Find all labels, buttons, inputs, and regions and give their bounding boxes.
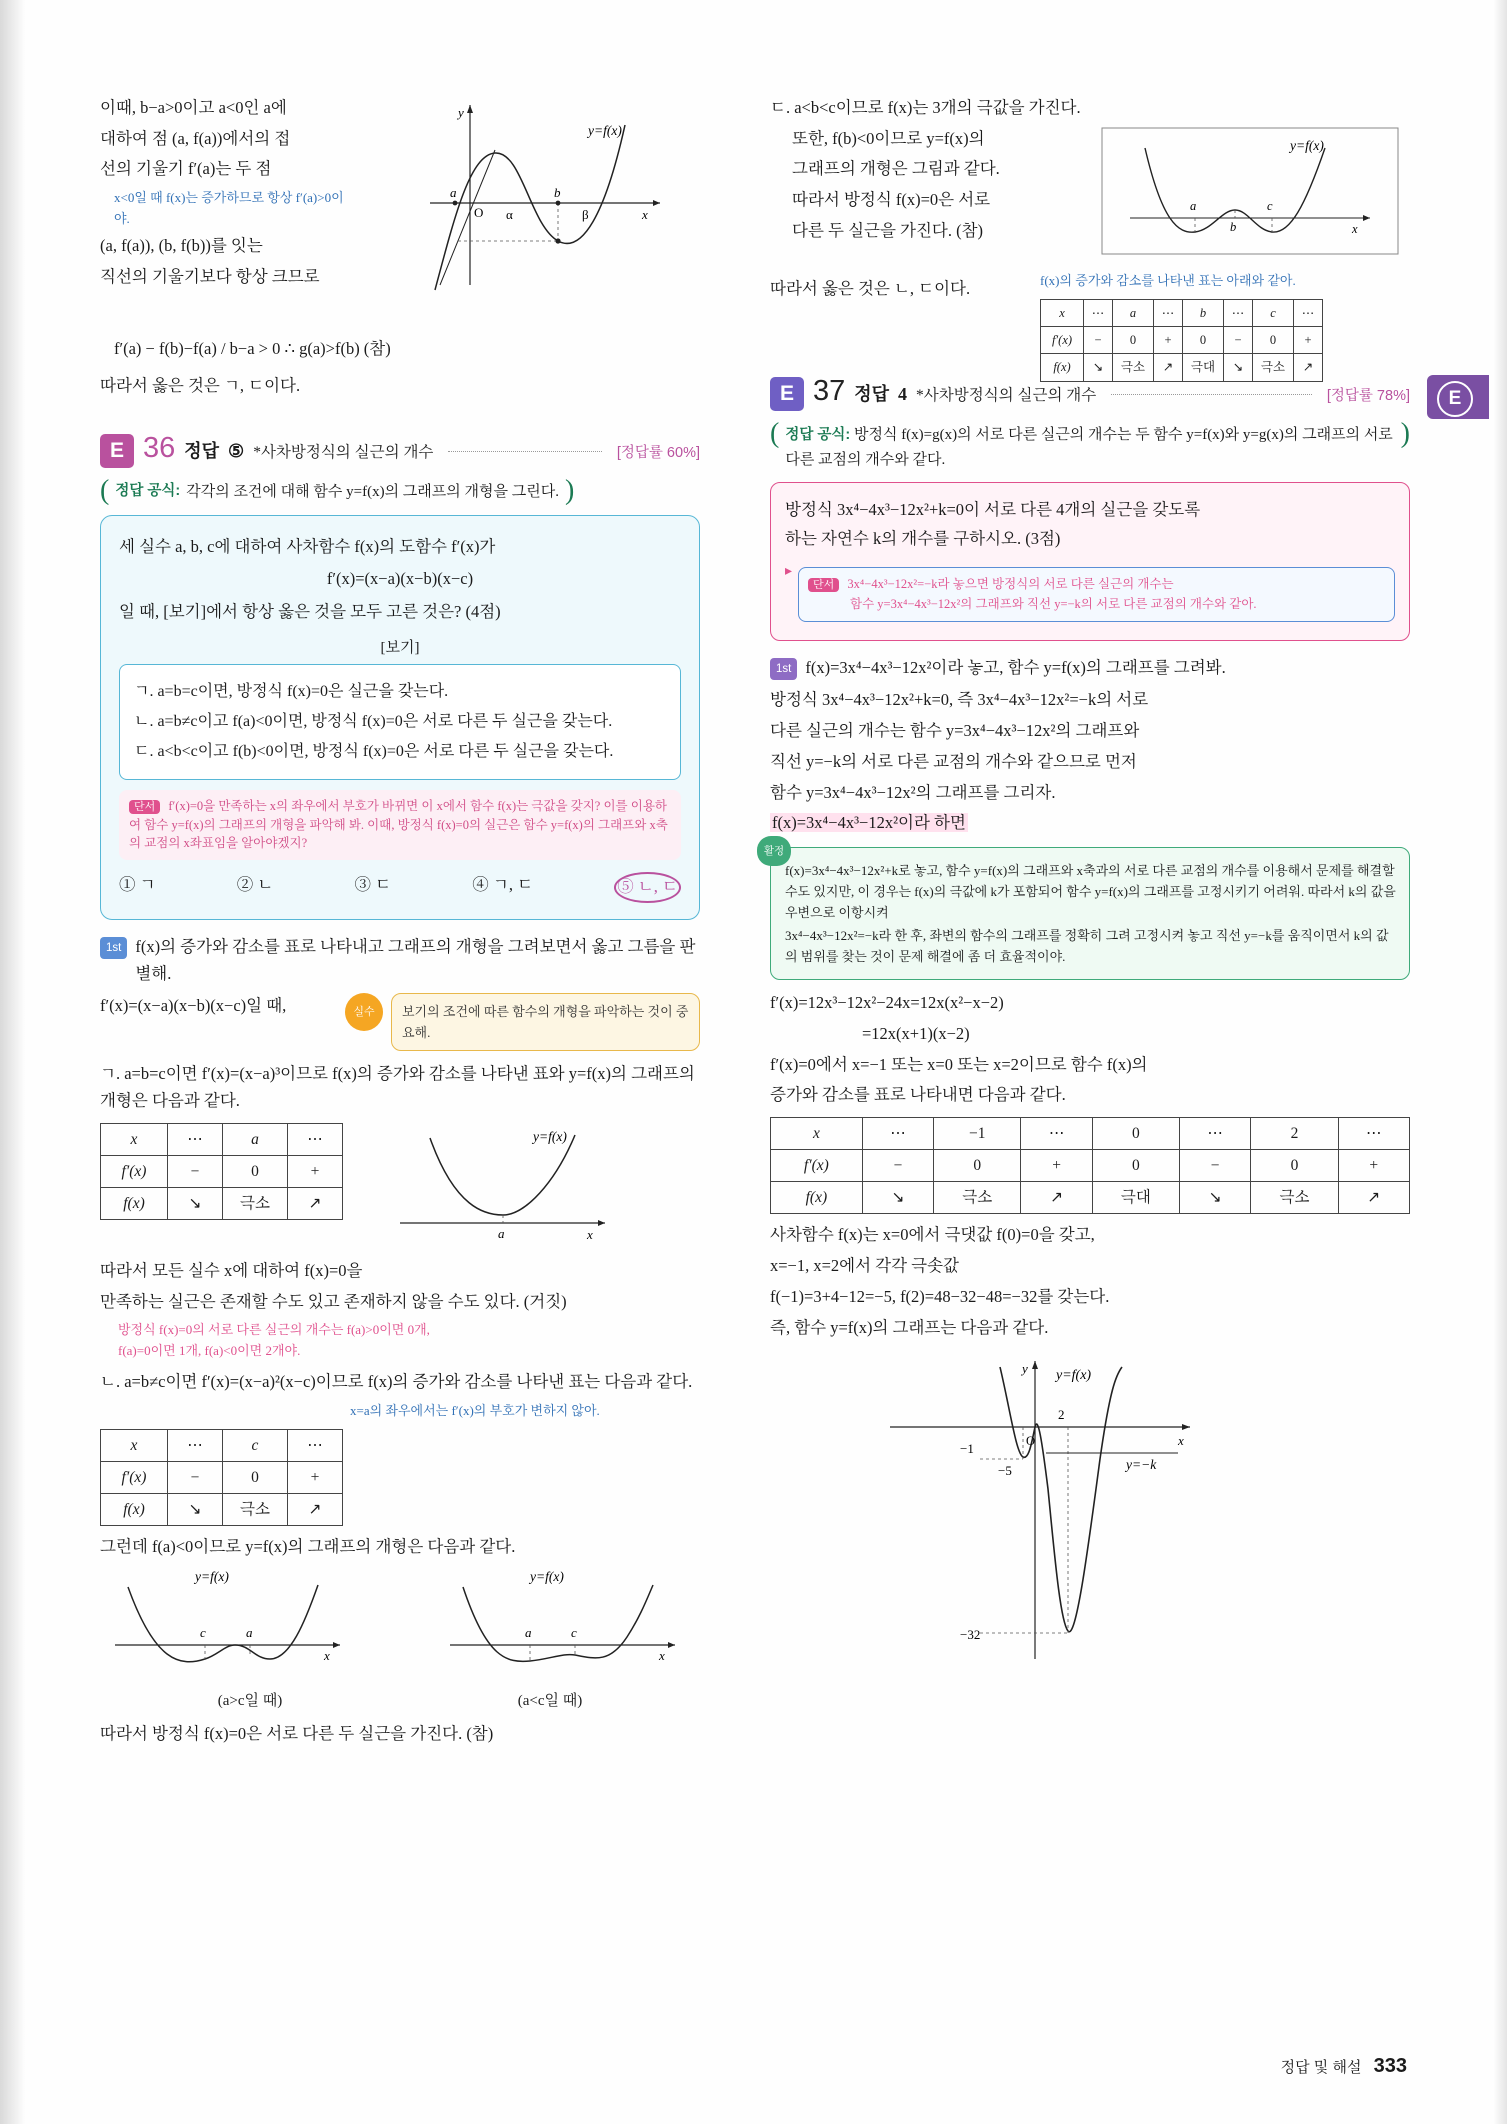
cell: x (1041, 299, 1084, 326)
cell: x (101, 1123, 168, 1155)
intro-conclusion: 따라서 옳은 것은 ㄱ, ㄷ이다. (100, 375, 301, 395)
cell: ⋯ (1294, 299, 1323, 326)
case-d-graph (1100, 126, 1400, 256)
case-n-figures (100, 1567, 700, 1687)
table-row (101, 1430, 343, 1462)
case-d-line-5: 다른 두 실근을 가진다. (참) (792, 220, 984, 240)
cell: ⋯ (1154, 299, 1183, 326)
hint-callout-36 (119, 790, 681, 860)
derivative-line-4: 증가와 감소를 표로 나타내면 다음과 같다. (770, 1085, 1066, 1105)
intro-graph (410, 95, 680, 295)
case-n-graph-right (435, 1567, 700, 1687)
cell: f′(x) (101, 1155, 168, 1187)
formula-body: 각각의 조건에 대해 함수 y=f(x)의 그래프의 개형을 그린다. (186, 484, 559, 501)
svg-text:2: 2 (1058, 1407, 1065, 1423)
answer-label: 정답 (854, 384, 890, 405)
cell: 극소 (1251, 1182, 1338, 1214)
formula-strip-36 (100, 475, 700, 507)
bracket-left: ( (100, 475, 110, 507)
case-g-figure-row (100, 1123, 700, 1258)
correct-rate: [정답률 60%] (616, 445, 700, 462)
extreme-line-1: 사차함수 f(x)는 x=0에서 극댓값 f(0)=0을 갖고, (770, 1225, 1095, 1245)
stem-equation: f′(x)=(x−a)(x−b)(x−c) (326, 569, 474, 589)
problem-number: 36 (143, 432, 176, 465)
choice-5-selected[interactable]: ⑤ ㄴ, ㄷ (614, 872, 681, 903)
correct-rate: [정답률 78%] (1326, 388, 1410, 405)
svg-text:c: c (571, 1625, 577, 1641)
cell: f(x) (101, 1188, 168, 1220)
svg-text:y=f(x): y=f(x) (588, 123, 622, 138)
svg-text:y: y (458, 105, 464, 120)
case-d-table-wrap (1040, 270, 1323, 390)
left-column (100, 95, 700, 1752)
choice-2[interactable]: ② ㄴ (236, 875, 274, 895)
bogi-item-3: ㄷ. a<b<c이고 f(b)<0이면, 방정식 f(x)=0은 서로 다른 두 실근을 갖는다. (134, 742, 614, 760)
case-d-line-1: ㄷ. a<b<c이므로 f(x)는 3개의 극값을 가진다. (770, 98, 1081, 117)
cell: f′(x) (771, 1150, 863, 1182)
cell: ⋯ (288, 1123, 343, 1155)
table-row (771, 1182, 1410, 1214)
cell: a (1113, 299, 1154, 326)
stem-line-2: 하는 자연수 k의 개수를 구하시오. (3점) (785, 528, 1061, 548)
table-row (101, 1494, 343, 1526)
case-g-graph (375, 1123, 625, 1253)
svg-text:a: a (450, 185, 457, 200)
cell: 극소 (223, 1494, 288, 1526)
case-n-graph-left (100, 1567, 365, 1687)
insight-line-1: f(x)=3x⁴−4x³−12x²+k로 놓고, 함수 y=f(x)의 그래프와 x축과의 서로 다른 교점의 개수를 이용해서 문제를 해결할 수도 있지만, 이 경우는 f(x)의 극값에 k가 포함되어 함수 y=f(x)의 그래프를 고정시키기 어려워. 따라서 k의 값을 우변으로 이항시켜 (785, 863, 1396, 921)
dot-leader (448, 451, 601, 452)
bracket-left: ( (770, 418, 780, 450)
table-row (101, 1123, 343, 1155)
svg-text:y=f(x): y=f(x) (1290, 137, 1324, 153)
cell: − (168, 1462, 223, 1494)
table-row (101, 1155, 343, 1187)
sol37-line-5 (770, 810, 1410, 837)
right-column (763, 95, 1410, 1679)
case-d-table (1040, 299, 1323, 382)
cell: −1 (934, 1118, 1021, 1150)
quartic-graph (860, 1349, 1280, 1679)
cell: f(x) (101, 1494, 168, 1526)
cell: c (223, 1430, 288, 1462)
cell: + (288, 1155, 343, 1187)
cell: ↘ (862, 1182, 933, 1214)
cell: 0 (223, 1462, 288, 1494)
bracket-right: ) (564, 475, 575, 507)
table-row (771, 1150, 1410, 1182)
intro-note: x<0일 때 f(x)는 증가하므로 항상 f′(a)>0이야. (114, 190, 344, 227)
svg-text:c: c (1267, 198, 1273, 213)
cell: 0 (934, 1150, 1021, 1182)
sol37-line-5-text: f(x)=3x⁴−4x³−12x²이라 하면 (772, 813, 966, 833)
cell: + (1154, 327, 1183, 354)
case-g-text: ㄱ. a=b=c이면 f′(x)=(x−a)³이므로 f(x)의 증가와 감소를 나타낸 표와 y=f(x)의 그래프의 개형은 다음과 같다. (100, 1064, 695, 1111)
sol37-line-4: 함수 y=3x⁴−4x³−12x²의 그래프를 그리자. (770, 782, 1056, 802)
cell: ↘ (168, 1188, 223, 1220)
extreme-line-3: f(−1)=3+4−12=−5, f(2)=48−32−48=−32를 갖는다. (770, 1286, 1110, 1306)
cell: 0 (1113, 327, 1154, 354)
case-d-conclusion-row (770, 272, 1410, 375)
footer-label: 정답 및 해설 (1280, 2058, 1362, 2076)
svg-text:−1: −1 (960, 1441, 974, 1457)
cell: 극소 (223, 1188, 288, 1220)
intro-line-4: (a, f(a)), (b, f(b))를 잇는 (100, 236, 263, 256)
cell: ⋯ (1084, 299, 1113, 326)
cell: ↗ (1294, 354, 1323, 381)
hint-line-1: 3x⁴−4x³−12x²=−k라 놓으면 방정식의 서로 다른 실근의 개수는 (847, 576, 1174, 591)
insight-badge: 활정 (757, 836, 791, 866)
answer-value: ⑤ (228, 441, 245, 462)
cell: 극대 (1183, 354, 1224, 381)
case-d-conclusion: 따라서 옳은 것은 ㄴ, ㄷ이다. (770, 278, 971, 298)
cell: − (862, 1150, 933, 1182)
cell: f(x) (771, 1182, 863, 1214)
pink-note-1: 방정식 f(x)=0의 서로 다른 실근의 개수는 f(a)>0이면 0개, f(a)=0이면 1개, f(a)<0이면 2개야. (118, 1322, 430, 1359)
table-row (1041, 299, 1323, 326)
sol37-line-3: 직선 y=−k의 서로 다른 교점의 개수와 같으므로 먼저 (770, 751, 1137, 771)
insight-line-2: 3x⁴−4x³−12x²=−k라 한 후, 좌변의 함수의 그래프를 정확히 그려 고정시켜 놓고 직선 y=−k를 움직이면서 k의 값의 범위를 찾는 것이 문제 해결에 좀 더 효율적이야. (785, 928, 1389, 965)
cell: 2 (1251, 1118, 1338, 1150)
cell: 0 (1253, 327, 1294, 354)
sol37-line-1: 방정식 3x⁴−4x³−12x²+k=0, 즉 3x⁴−4x³−12x²=−k의 서로 (770, 690, 1149, 710)
mistake-text: 보기의 조건에 따른 함수의 개형을 파악하는 것이 중요해. (391, 993, 700, 1051)
svg-text:x: x (642, 207, 648, 222)
cell: x (771, 1118, 863, 1150)
increase-decrease-table-1 (100, 1123, 343, 1220)
cell: 0 (1092, 1118, 1179, 1150)
choice-1[interactable]: ① ㄱ (119, 875, 156, 895)
hint-callout-37 (785, 561, 1395, 628)
case-d-line-4: 따라서 방정식 f(x)=0은 서로 (792, 190, 991, 210)
intro-line-3: 선의 기울기 f′(a)는 두 점 (100, 159, 272, 179)
cell: ↗ (1338, 1182, 1409, 1214)
insight-box (763, 844, 1410, 980)
cell: ⋯ (1224, 299, 1253, 326)
step-text: f(x)=3x⁴−4x³−12x²이라 놓고, 함수 y=f(x)의 그래프를 그려봐. (805, 657, 1226, 677)
answer-value: 4 (898, 384, 908, 405)
extreme-line-2: x=−1, x=2에서 각각 극솟값 (770, 1256, 959, 1276)
svg-text:O: O (474, 205, 484, 220)
solution-eq-1: f′(x)=(x−a)(x−b)(x−c)일 때, (100, 996, 287, 1016)
cell: f′(x) (1041, 327, 1084, 354)
case-d-line-2: 또한, f(b)<0이므로 y=f(x)의 (792, 128, 985, 148)
svg-text:x: x (1352, 221, 1358, 236)
arrow-icon: ▸ (785, 563, 793, 579)
svg-text:y=f(x): y=f(x) (533, 1128, 567, 1144)
cell: f(x) (1041, 354, 1084, 381)
derivative-line-3: f′(x)=0에서 x=−1 또는 x=0 또는 x=2이므로 함수 f(x)의 (770, 1054, 1148, 1074)
bogi-item-2: ㄴ. a=b≠c이고 f(a)<0이면, 방정식 f(x)=0은 서로 다른 두 실근을 갖는다. (134, 713, 613, 731)
svg-text:a: a (246, 1625, 253, 1641)
cell: 0 (223, 1155, 288, 1187)
intro-block (100, 95, 700, 330)
table-row (101, 1188, 343, 1220)
page-footer (1281, 2050, 1407, 2082)
derivative-line-2: =12x(x+1)(x−2) (862, 1023, 970, 1043)
increase-decrease-table-37 (770, 1117, 1410, 1214)
section-tab-e (1427, 375, 1489, 419)
cell: 0 (1092, 1150, 1179, 1182)
solution-step-36 (100, 934, 700, 987)
cell: ↘ (1224, 354, 1253, 381)
table-row (1041, 327, 1323, 354)
cell: ↘ (168, 1494, 223, 1526)
formula-37 (785, 423, 1394, 472)
sol37-line-2: 다른 실근의 개수는 함수 y=3x⁴−4x³−12x²의 그래프와 (770, 721, 1140, 741)
bogi-title: [보기] (380, 639, 420, 656)
cell: ↗ (1021, 1182, 1092, 1214)
svg-text:a: a (498, 1225, 505, 1241)
derivative-line-1: f′(x)=12x³−12x²−24x=12x(x²−x−2) (770, 993, 1004, 1013)
case-d-line-3: 그래프의 개형은 그림과 같다. (792, 159, 1000, 179)
svg-text:b: b (1230, 219, 1237, 234)
svg-text:x: x (587, 1226, 593, 1242)
svg-text:β: β (582, 207, 589, 222)
cell: f′(x) (101, 1462, 168, 1494)
svg-text:x: x (659, 1648, 665, 1664)
blue-note-1 (350, 1400, 700, 1421)
mistake-icon: 실수 (345, 993, 383, 1031)
cell: + (1338, 1150, 1409, 1182)
svg-text:a: a (1190, 198, 1197, 213)
svg-text:a: a (525, 1625, 532, 1641)
cell: 극대 (1092, 1182, 1179, 1214)
svg-text:y=f(x): y=f(x) (530, 1569, 564, 1585)
formula-label: 정답 공식: (115, 483, 181, 500)
intro-line-2: 대하여 점 (a, f(a))에서의 접 (100, 128, 291, 148)
after-table-1-a: 따라서 모든 실수 x에 대하여 f(x)=0을 (100, 1260, 363, 1280)
cell: ⋯ (862, 1118, 933, 1150)
cell: b (1183, 299, 1224, 326)
mistake-callout (100, 993, 700, 1051)
step-badge: 1st (770, 658, 797, 681)
problem-36-header (100, 425, 700, 472)
cell: 극소 (1113, 354, 1154, 381)
answer-choices (119, 872, 681, 903)
cell: ↘ (1179, 1182, 1250, 1214)
figure-caption-1: (a>c일 때) (217, 1693, 283, 1710)
cell: ⋯ (1179, 1118, 1250, 1150)
choice-3[interactable]: ③ ㄷ (354, 875, 392, 895)
svg-text:−5: −5 (998, 1463, 1012, 1479)
stem-line-2: 일 때, [보기]에서 항상 옳은 것을 모두 고른 것은? (4점) (119, 602, 501, 622)
table-row (771, 1118, 1410, 1150)
table-row (101, 1462, 343, 1494)
intro-line-1: 이때, b−a>0이고 a<0인 a에 (100, 98, 287, 117)
case-d-table-note: f(x)의 증가와 감소를 나타낸 표는 아래와 같아. (1040, 272, 1296, 288)
case-n-conclusion: 따라서 방정식 f(x)=0은 서로 다른 두 실근을 가진다. (참) (100, 1724, 494, 1744)
cell: ⋯ (168, 1430, 223, 1462)
bogi-item-1: ㄱ. a=b=c이면, 방정식 f(x)=0은 실근을 갖는다. (134, 683, 449, 701)
increase-decrease-table-2 (100, 1429, 343, 1526)
cell: + (1294, 327, 1323, 354)
formula-strip-37 (770, 418, 1410, 472)
dot-leader (1111, 394, 1312, 395)
cell: 0 (1183, 327, 1224, 354)
section-tab-label: E (1437, 381, 1473, 417)
intro-equation: f′(a) − f(b)−f(a) / b−a > 0 ∴ g(a)>f(b) (참) (114, 339, 391, 358)
cell: ↘ (1084, 354, 1113, 381)
cell: 0 (1251, 1150, 1338, 1182)
cell: ⋯ (288, 1430, 343, 1462)
answer-label: 정답 (184, 441, 220, 462)
stem-line-1: 방정식 3x⁴−4x³−12x²+k=0이 서로 다른 4개의 실근을 갖도록 (785, 500, 1201, 520)
cell: 극소 (934, 1182, 1021, 1214)
bracket-right: ) (1400, 418, 1410, 450)
cell: − (1179, 1150, 1250, 1182)
cell: ⋯ (1021, 1118, 1092, 1150)
intro-line-5: 직선의 기울기보다 항상 크므로 (100, 266, 320, 286)
svg-text:y: y (1022, 1361, 1028, 1377)
after-table-2: 그런데 f(a)<0이므로 y=f(x)의 그래프의 개형은 다음과 같다. (100, 1537, 516, 1557)
problem-statement-box (100, 515, 700, 920)
cell: − (1224, 327, 1253, 354)
formula-label: 정답 공식: (785, 427, 851, 444)
cell: + (1021, 1150, 1092, 1182)
case-n-captions (100, 1689, 700, 1713)
problem-number: 37 (813, 375, 846, 408)
hint-text: f′(x)=0을 만족하는 x의 좌우에서 부호가 바뀌면 이 x에서 함수 f(x)는 극값을 갖지? 이를 이용하여 함수 y=f(x)의 그래프의 개형을 파악해 봐. 이때, 방정식 f(x)=0의 실근은 함수 y=f(x)의 그래프와 x축의 교점의 x좌표임을 알아야겠지? (129, 798, 668, 851)
cell: a (223, 1123, 288, 1155)
svg-text:α: α (506, 207, 513, 222)
extreme-line-4: 즉, 함수 y=f(x)의 그래프는 다음과 같다. (770, 1317, 1049, 1337)
bogi-box (119, 664, 681, 780)
after-table-1-b: 만족하는 실근은 존재할 수도 있고 존재하지 않을 수도 있다. (거짓) (100, 1291, 567, 1311)
cell: ↗ (1154, 354, 1183, 381)
formula-body: 방정식 f(x)=g(x)의 서로 다른 실근의 개수는 두 함수 y=f(x)와 y=g(x)의 그래프의 서로 다른 교점의 개수와 같다. (785, 427, 1393, 468)
problem-tag: E (100, 434, 134, 468)
cell: ⋯ (1338, 1118, 1409, 1150)
cell: + (288, 1462, 343, 1494)
case-d-block (770, 126, 1410, 276)
page-number: 333 (1373, 2054, 1407, 2077)
svg-text:y=f(x): y=f(x) (195, 1569, 229, 1585)
case-n-text: ㄴ. a=b≠c이면 f′(x)=(x−a)²(x−c)이므로 f(x)의 증가와 감소를 나타낸 표는 다음과 같다. (100, 1372, 693, 1392)
problem-tag: E (770, 377, 804, 411)
svg-text:x: x (1178, 1433, 1184, 1449)
hint-line-2: 함수 y=3x⁴−4x³−12x²의 그래프와 직선 y=−k의 서로 다른 교점의 개수와 같아. (850, 597, 1257, 612)
figure-caption-2: (a<c일 때) (517, 1693, 583, 1710)
svg-text:b: b (554, 185, 561, 200)
cell: 극소 (1253, 354, 1294, 381)
svg-text:y=−k: y=−k (1126, 1457, 1157, 1473)
cell: x (101, 1430, 168, 1462)
svg-text:y=f(x): y=f(x) (1056, 1368, 1092, 1384)
blue-note-text: x=a의 좌우에서는 f′(x)의 부호가 변하지 않아. (350, 1403, 600, 1419)
svg-text:x: x (324, 1648, 330, 1664)
cell: c (1253, 299, 1294, 326)
problem-37-statement-box (770, 482, 1410, 641)
svg-text:c: c (200, 1625, 206, 1641)
problem-topic: *사차방정식의 실근의 개수 (916, 387, 1097, 405)
cell: ↗ (288, 1188, 343, 1220)
table-row (1041, 354, 1323, 381)
cell: ⋯ (168, 1123, 223, 1155)
hint-badge: 단서 (808, 578, 839, 592)
problem-topic: *사차방정식의 실근의 개수 (253, 444, 434, 462)
solution-step-37 (770, 655, 1410, 682)
step-text: f(x)의 증가와 감소를 표로 나타내고 그래프의 개형을 그려보면서 옳고 그름을 판별해. (135, 936, 696, 983)
cell: − (168, 1155, 223, 1187)
cell: ↗ (288, 1494, 343, 1526)
choice-4[interactable]: ④ ㄱ, ㄷ (472, 875, 534, 895)
step-badge: 1st (100, 937, 127, 960)
svg-text:O: O (1026, 1434, 1036, 1449)
hint-badge: 단서 (129, 800, 160, 814)
cell: − (1084, 327, 1113, 354)
stem-line-1: 세 실수 a, b, c에 대하여 사차함수 f(x)의 도함수 f′(x)가 (119, 536, 496, 556)
svg-text:−32: −32 (960, 1627, 981, 1643)
